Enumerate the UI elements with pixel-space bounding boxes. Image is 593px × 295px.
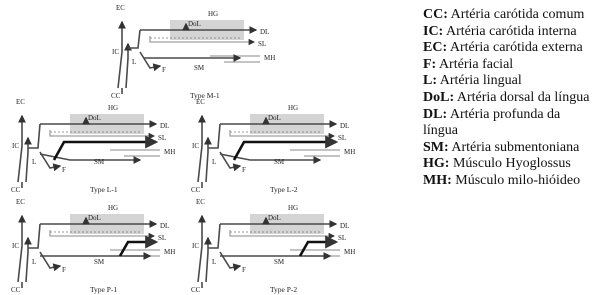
type-caption: Type L-2: [270, 185, 298, 194]
label-cc: CC: [11, 286, 21, 294]
label-ec: EC: [16, 98, 25, 106]
label-ec: EC: [116, 4, 125, 12]
label-hg: HG: [288, 104, 299, 112]
label-dl: DL: [160, 222, 170, 230]
label-ic: IC: [192, 242, 199, 250]
label-dol: DoL: [88, 114, 101, 122]
label-l: L: [212, 158, 217, 166]
label-cc: CC: [111, 92, 121, 100]
label-ec: EC: [196, 198, 205, 206]
label-cc: CC: [191, 186, 201, 194]
legend-entry: [423, 140, 591, 157]
deep-branch-line: [234, 142, 336, 160]
legend-abbreviation: IC:: [423, 23, 444, 39]
legend-abbreviation: L:: [423, 73, 437, 89]
label-ic: IC: [192, 142, 199, 150]
legend-description: Artéria carótida externa: [447, 40, 583, 56]
label-sm: SM: [274, 158, 285, 166]
legend-abbreviation: SM:: [423, 139, 449, 155]
abbreviation-legend: [423, 7, 591, 190]
legend-abbreviation: HG:: [423, 156, 450, 172]
legend-description: Artéria profunda da língua: [423, 106, 561, 139]
label-l: L: [32, 158, 37, 166]
label-l: L: [212, 258, 217, 266]
label-f: F: [162, 66, 166, 74]
internal-carotid-line: [206, 238, 208, 282]
panel-m: [111, 4, 275, 100]
legend-abbreviation: DoL:: [423, 89, 455, 105]
label-ec: EC: [16, 198, 25, 206]
type-caption: Type L-1: [90, 185, 118, 194]
label-f: F: [62, 166, 66, 174]
label-mh: MH: [344, 248, 356, 256]
label-sm: SM: [94, 258, 105, 266]
label-ic: IC: [12, 142, 19, 150]
label-dol: DoL: [188, 20, 201, 28]
deep-branch-line: [120, 242, 156, 256]
label-sm: SM: [194, 64, 205, 72]
panel-p1: [11, 198, 175, 294]
label-dl: DL: [340, 122, 350, 130]
legend-entry: [423, 107, 591, 140]
lingual-artery-line: [208, 224, 220, 248]
label-f: F: [242, 266, 246, 274]
lingual-artery-line: [208, 124, 220, 148]
lingual-artery-line: [128, 30, 140, 48]
label-f: F: [62, 266, 66, 274]
label-ec: EC: [196, 98, 205, 106]
type-caption: Type M-1: [190, 91, 220, 100]
label-hg: HG: [108, 104, 119, 112]
label-mh: MH: [344, 148, 356, 156]
legend-abbreviation: MH:: [423, 172, 452, 188]
internal-carotid-line: [126, 44, 128, 88]
label-mh: MH: [164, 248, 176, 256]
legend-entry: [423, 173, 591, 190]
legend-entry: [423, 24, 591, 41]
label-cc: CC: [11, 186, 21, 194]
legend-description: Artéria carótida comum: [447, 7, 585, 22]
label-hg: HG: [108, 204, 119, 212]
label-ic: IC: [12, 242, 19, 250]
type-caption: Type P-2: [270, 285, 298, 294]
facial-artery-line: [220, 252, 240, 268]
label-dol: DoL: [268, 214, 281, 222]
label-mh: MH: [264, 54, 276, 62]
label-sm: SM: [274, 258, 285, 266]
label-sl: SL: [338, 234, 347, 242]
legend-abbreviation: CC:: [423, 7, 448, 22]
legend-abbreviation: DL:: [423, 106, 448, 122]
legend-description: Artéria facial: [436, 56, 514, 72]
legend-description: Artéria submentoniana: [448, 139, 580, 155]
legend-entry: [423, 90, 591, 107]
panel-l2: [191, 98, 355, 194]
internal-carotid-line: [26, 238, 28, 282]
label-dl: DL: [340, 222, 350, 230]
legend-description: Músculo Hyoglossus: [449, 156, 571, 172]
legend-entry: [423, 7, 591, 24]
lingual-artery-line: [28, 124, 40, 148]
legend-description: Músculo milo-hióideo: [451, 172, 581, 188]
legend-description: Artéria carótida interna: [443, 23, 577, 39]
legend-entry: [423, 57, 591, 74]
label-dl: DL: [160, 122, 170, 130]
internal-carotid-line: [26, 138, 28, 182]
legend-abbreviation: EC:: [423, 40, 448, 56]
deep-branch-line: [300, 242, 336, 256]
legend-entry: [423, 156, 591, 173]
label-sm: SM: [94, 158, 105, 166]
legend-abbreviation: F:: [423, 56, 437, 72]
label-l: L: [32, 258, 37, 266]
panel-p2: [191, 198, 355, 294]
type-caption: Type P-1: [90, 285, 118, 294]
label-hg: HG: [288, 204, 299, 212]
label-dol: DoL: [268, 114, 281, 122]
facial-artery-line: [40, 252, 60, 268]
panel-l1: [11, 98, 175, 194]
label-dol: DoL: [88, 214, 101, 222]
lingual-artery-line: [28, 224, 40, 248]
label-sl: SL: [338, 134, 347, 142]
label-hg: HG: [208, 10, 219, 18]
legend-description: Artéria lingual: [437, 73, 522, 89]
label-sl: SL: [158, 134, 167, 142]
label-ic: IC: [112, 48, 119, 56]
label-l: L: [132, 58, 137, 66]
deep-branch-line: [54, 142, 156, 160]
label-dl: DL: [260, 28, 270, 36]
label-mh: MH: [164, 148, 176, 156]
legend-entry: [423, 73, 591, 90]
label-f: F: [242, 166, 246, 174]
internal-carotid-line: [206, 138, 208, 182]
legend-entry: [423, 40, 591, 57]
label-sl: SL: [258, 40, 267, 48]
label-cc: CC: [191, 286, 201, 294]
legend-description: Artéria dorsal da língua: [454, 89, 590, 105]
label-sl: SL: [158, 234, 167, 242]
facial-artery-line: [140, 52, 160, 68]
